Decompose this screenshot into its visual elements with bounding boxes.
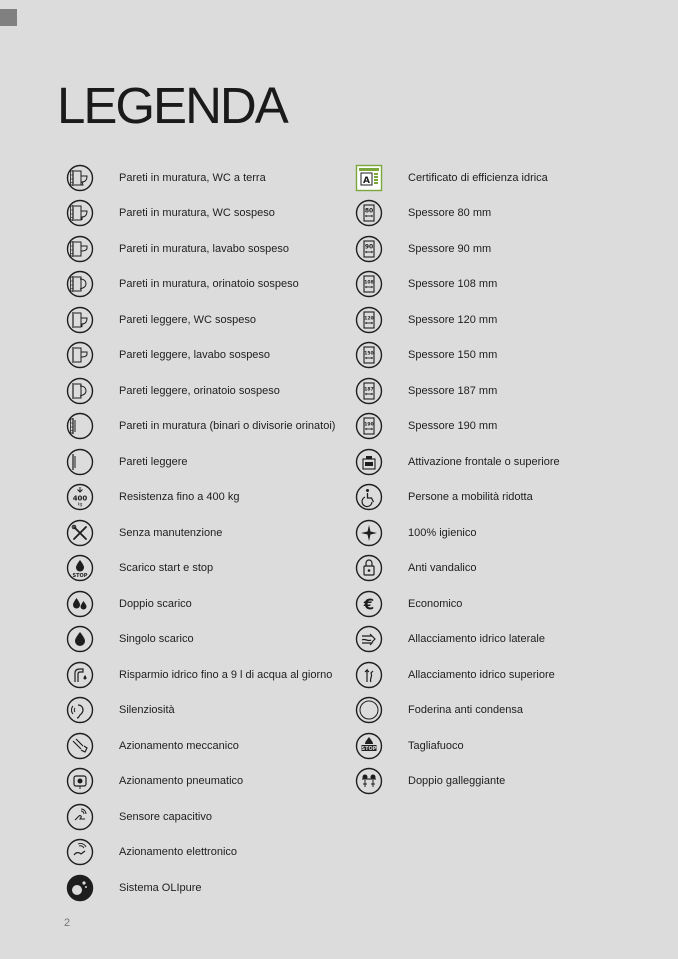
legend-item-label: Spessore 80 mm [408,207,492,220]
legend-item [66,657,333,693]
firestop-icon [355,732,383,760]
masonry-floor-wc-icon [66,164,94,192]
legend-item-label: Allacciamento idrico laterale [408,633,545,646]
drywall-urinal-icon [66,377,94,405]
svg-text:kg: kg [77,501,83,507]
legend-item [66,480,240,516]
svg-text:STOP: STOP [72,573,88,580]
legend-item [355,196,492,232]
svg-text:A: A [363,175,370,186]
svg-text:108: 108 [364,280,374,286]
legend-item [66,338,271,374]
legend-item [66,764,244,800]
drywall-wall-hung-wc-icon [66,306,94,334]
legend-item [355,338,498,374]
front-top-activation-icon [355,448,383,476]
drywall-washbasin-icon [66,341,94,369]
legend-item [355,622,545,658]
thickness-90-icon [355,235,383,263]
top-water-connection-icon [355,661,383,689]
no-maintenance-icon [66,519,94,547]
legend-item-label: Doppio scarico [119,597,192,610]
legend-item-label: Pareti leggere [119,455,188,468]
legend-item [66,515,223,551]
legend-item-label: Silenziosità [119,704,175,717]
legend-item-label: Doppio galleggiante [408,775,506,788]
anti-vandal-icon [355,554,383,582]
legend-item [66,409,336,445]
masonry-rails-icon [66,412,94,440]
thickness-150-icon [355,341,383,369]
legend-left-column [66,160,336,906]
legend-item [66,444,188,480]
dual-flush-icon [66,590,94,618]
legend-item-label: Sensore capacitivo [119,810,212,823]
legend-item [66,728,239,764]
legend-item [355,586,463,622]
single-flush-icon [66,625,94,653]
legend-item-label: Azionamento elettronico [119,846,238,859]
legend-item [66,799,212,835]
hygienic-icon [355,519,383,547]
svg-text:STOP: STOP [361,745,377,752]
legend-item [66,267,299,303]
legend-item [355,267,498,303]
euro-icon [355,590,383,618]
capacitive-sensor-icon [66,803,94,831]
legend-item [355,231,492,267]
legend-item-label: Spessore 108 mm [408,278,498,291]
legend-item-label: Spessore 120 mm [408,313,498,326]
water-saving-icon [66,661,94,689]
reduced-mobility-icon [355,483,383,511]
legend-item [355,373,498,409]
legend-item-label: Singolo scarico [119,633,194,646]
page-title: LEGENDA [57,77,287,134]
legend-item [66,622,194,658]
legend-item [66,373,280,409]
legend-item [66,835,238,871]
start-stop-flush-icon [66,554,94,582]
legend-item [355,551,477,587]
legend-item [355,480,533,516]
legend-item-label: Pareti in muratura, lavabo sospeso [119,242,289,255]
legend-item [355,409,498,445]
legend-item [66,196,275,232]
legend-item-label: Pareti in muratura, WC sospeso [119,207,275,220]
legend-item [355,728,464,764]
legend-item [66,693,175,729]
masonry-urinal-icon [66,270,94,298]
thickness-190-icon [355,412,383,440]
legend-item-label: Resistenza fino a 400 kg [119,491,240,504]
legend-item-label: Azionamento meccanico [119,739,239,752]
legend-item [66,586,192,622]
legend-item-label: Certificato di efficienza idrica [408,171,548,184]
electronic-actuation-icon [66,838,94,866]
legend-item-label: Tagliafuoco [408,739,464,752]
legend-item [66,302,256,338]
thickness-187-icon [355,377,383,405]
legend-item-label: Spessore 187 mm [408,384,498,397]
svg-text:400: 400 [72,494,88,503]
legend-item-label: Senza manutenzione [119,526,223,539]
legend-item-label: Risparmio idrico fino a 9 l di acqua al giorno [119,668,333,681]
legend-item [66,870,202,906]
legend-item-label: 100% igienico [408,526,477,539]
legend-item-label: Spessore 190 mm [408,420,498,433]
legend-item [355,657,555,693]
mechanical-actuation-icon [66,732,94,760]
legend-item [66,551,214,587]
legend-item [355,764,506,800]
water-efficiency-certificate-icon [355,164,383,192]
svg-text:190: 190 [364,422,374,428]
drywall-icon [66,448,94,476]
thickness-108-icon [355,270,383,298]
legend-item-label: Scarico start e stop [119,562,214,575]
legend-item-label: Pareti in muratura, WC a terra [119,171,266,184]
legend-item-label: Pareti in muratura (binari o divisorie orinatoi) [119,420,336,433]
silent-icon [66,696,94,724]
svg-text:90: 90 [364,243,374,251]
anti-condensation-icon [355,696,383,724]
legend-item-label: Pareti leggere, lavabo sospeso [119,349,271,362]
legend-item-label: Pareti leggere, WC sospeso [119,313,256,326]
masonry-washbasin-icon [66,235,94,263]
svg-text:120: 120 [364,316,374,322]
pneumatic-actuation-icon [66,767,94,795]
olipure-icon [66,874,94,902]
legend-item-label: Foderina anti condensa [408,704,523,717]
legend-item-label: Spessore 90 mm [408,242,492,255]
legend-item [66,160,266,196]
legend-item-label: Sistema OLIpure [119,881,202,894]
legend-item [355,160,548,196]
legend-item-label: Attivazione frontale o superiore [408,455,560,468]
legend-item-label: Azionamento pneumatico [119,775,244,788]
svg-text:150: 150 [364,351,374,357]
legend-item [355,444,560,480]
legend-item [355,302,498,338]
svg-text:187: 187 [364,387,374,393]
svg-text:€: € [363,595,375,614]
legend-right-column [355,160,560,799]
thickness-120-icon [355,306,383,334]
legend-item-label: Pareti in muratura, orinatoio sospeso [119,278,299,291]
legend-item-label: Pareti leggere, orinatoio sospeso [119,384,280,397]
legend-item-label: Anti vandalico [408,562,477,575]
page-number: 2 [64,917,71,929]
double-float-icon [355,767,383,795]
load-400kg-icon [66,483,94,511]
legend-item [355,693,523,729]
svg-text:80: 80 [364,207,374,215]
legend-item-label: Allacciamento idrico superiore [408,668,555,681]
legend-item-label: Economico [408,597,463,610]
side-water-connection-icon [355,625,383,653]
legend-item [355,515,477,551]
corner-tab [0,9,17,26]
thickness-80-icon [355,199,383,227]
masonry-wall-hung-wc-icon [66,199,94,227]
legend-item-label: Persone a mobilità ridotta [408,491,533,504]
legend-item-label: Spessore 150 mm [408,349,498,362]
legend-item [66,231,289,267]
